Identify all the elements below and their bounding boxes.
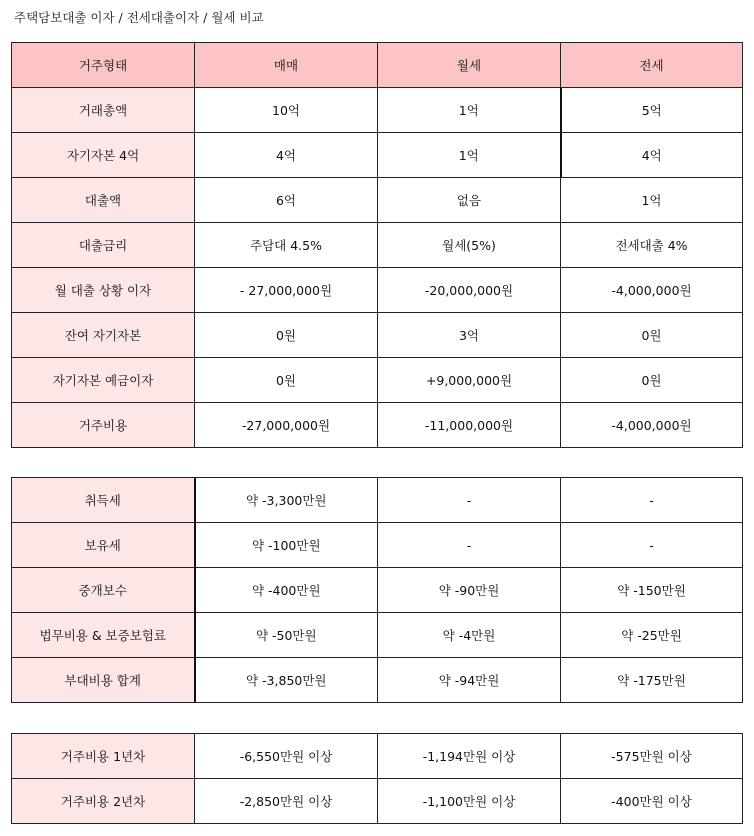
table-cell: -6,550만원 이상 bbox=[195, 734, 378, 779]
row-label: 잔여 자기자본 bbox=[12, 313, 195, 358]
table-cell: 1억 bbox=[378, 133, 561, 178]
row-label: 대출금리 bbox=[12, 223, 195, 268]
table-cell: 6억 bbox=[195, 178, 378, 223]
table-cell: 4억 bbox=[195, 133, 378, 178]
table-cell: +9,000,000원 bbox=[378, 358, 561, 403]
table-row bbox=[12, 568, 743, 613]
comparison-table bbox=[11, 42, 743, 448]
table-row bbox=[12, 779, 743, 824]
header-cell-purchase: 매매 bbox=[195, 43, 378, 88]
table-cell: 약 -100만원 bbox=[195, 523, 378, 568]
table-cell: 월세(5%) bbox=[378, 223, 561, 268]
table-cell: 3억 bbox=[378, 313, 561, 358]
table-cell: 5억 bbox=[561, 88, 743, 133]
table-row bbox=[12, 223, 743, 268]
table-cell: 1억 bbox=[561, 178, 743, 223]
table-cell: 약 -3,300만원 bbox=[195, 478, 378, 523]
table-row bbox=[12, 478, 743, 523]
page-title: 주택담보대출 이자 / 전세대출이자 / 월세 비교 bbox=[14, 10, 264, 25]
row-label: 자기자본 예금이자 bbox=[12, 358, 195, 403]
table-cell: - bbox=[378, 523, 561, 568]
table-cell: - bbox=[561, 478, 743, 523]
table-cell: -27,000,000원 bbox=[195, 403, 378, 448]
table-row bbox=[12, 613, 743, 658]
table-cell: - 27,000,000원 bbox=[195, 268, 378, 313]
table-cell: 0원 bbox=[195, 313, 378, 358]
table-cell: 0원 bbox=[561, 358, 743, 403]
table-cell: -400만원 이상 bbox=[561, 779, 743, 824]
row-label: 거래총액 bbox=[12, 88, 195, 133]
table-cell: -1,194만원 이상 bbox=[378, 734, 561, 779]
row-label: 취득세 bbox=[12, 478, 195, 523]
table-cell: -1,100만원 이상 bbox=[378, 779, 561, 824]
row-label: 거주비용 1년차 bbox=[12, 734, 195, 779]
row-label: 자기자본 4억 bbox=[12, 133, 195, 178]
row-label: 대출액 bbox=[12, 178, 195, 223]
table-cell: -11,000,000원 bbox=[378, 403, 561, 448]
row-label: 부대비용 합계 bbox=[12, 658, 195, 703]
table-cell: 약 -400만원 bbox=[195, 568, 378, 613]
table-cell: -4,000,000원 bbox=[561, 403, 743, 448]
table-row bbox=[12, 268, 743, 313]
table-row bbox=[12, 88, 743, 133]
header-cell-residence-type: 거주형태 bbox=[12, 43, 195, 88]
table-cell: 약 -150만원 bbox=[561, 568, 743, 613]
residence-cost-summary-table bbox=[11, 733, 743, 824]
table-cell: - bbox=[561, 523, 743, 568]
row-label: 보유세 bbox=[12, 523, 195, 568]
row-label: 법무비용 & 보증보험료 bbox=[12, 613, 195, 658]
table-row bbox=[12, 658, 743, 703]
table-cell: 4억 bbox=[561, 133, 743, 178]
table-cell: 없음 bbox=[378, 178, 561, 223]
table-cell: - bbox=[378, 478, 561, 523]
row-label: 중개보수 bbox=[12, 568, 195, 613]
table-cell: 약 -3,850만원 bbox=[195, 658, 378, 703]
table-cell: -4,000,000원 bbox=[561, 268, 743, 313]
table-cell: 주담대 4.5% bbox=[195, 223, 378, 268]
table-row bbox=[12, 523, 743, 568]
table-row bbox=[12, 313, 743, 358]
table-cell: 약 -50만원 bbox=[195, 613, 378, 658]
table-row bbox=[12, 358, 743, 403]
table-cell: 전세대출 4% bbox=[561, 223, 743, 268]
table-row bbox=[12, 734, 743, 779]
table-cell: 약 -175만원 bbox=[561, 658, 743, 703]
row-label: 월 대출 상황 이자 bbox=[12, 268, 195, 313]
row-label: 거주비용 bbox=[12, 403, 195, 448]
table-cell: 0원 bbox=[561, 313, 743, 358]
header-cell-monthly-rent: 월세 bbox=[378, 43, 561, 88]
table-cell: -2,850만원 이상 bbox=[195, 779, 378, 824]
table-row bbox=[12, 403, 743, 448]
table-cell: 1억 bbox=[378, 88, 561, 133]
table-cell: 약 -90만원 bbox=[378, 568, 561, 613]
header-cell-jeonse: 전세 bbox=[561, 43, 743, 88]
table-cell: 0원 bbox=[195, 358, 378, 403]
table-cell: -20,000,000원 bbox=[378, 268, 561, 313]
additional-costs-table bbox=[11, 477, 743, 703]
row-label: 거주비용 2년차 bbox=[12, 779, 195, 824]
table-row bbox=[12, 178, 743, 223]
table-cell: 약 -4만원 bbox=[378, 613, 561, 658]
table-header-row bbox=[12, 43, 743, 88]
table-row bbox=[12, 133, 743, 178]
table-cell: 10억 bbox=[195, 88, 378, 133]
table-cell: 약 -25만원 bbox=[561, 613, 743, 658]
table-cell: 약 -94만원 bbox=[378, 658, 561, 703]
table-cell: -575만원 이상 bbox=[561, 734, 743, 779]
